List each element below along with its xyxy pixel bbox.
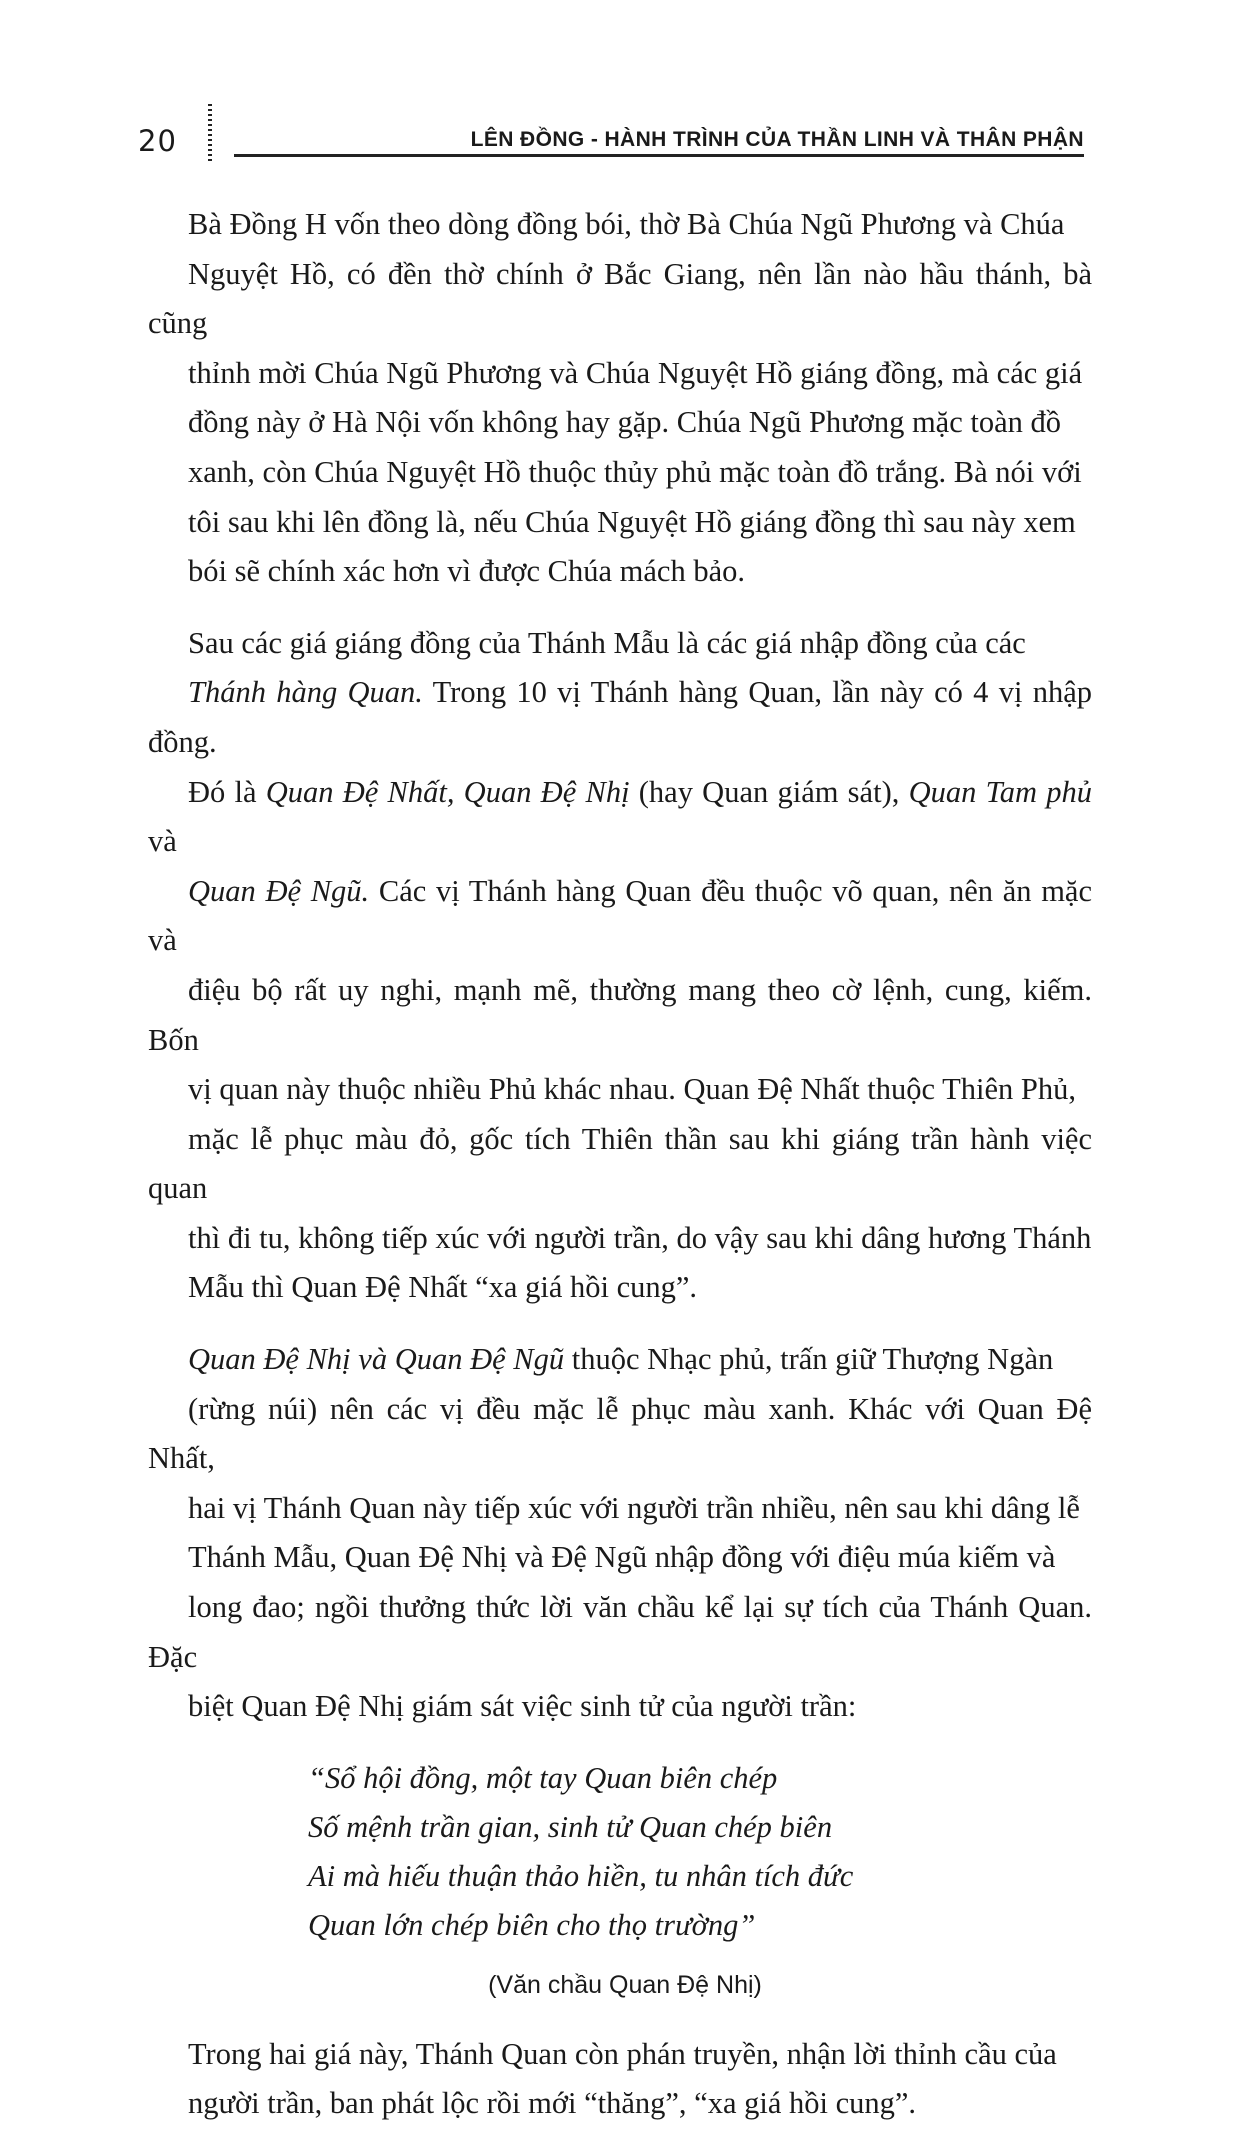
text-line: thì đi tu, không tiếp xúc với người trần, do vậy sau khi dâng hương Thánh [188, 1220, 1092, 1255]
page-body [148, 200, 1092, 2129]
page-header [0, 0, 1260, 170]
verse-line: Số mệnh trần gian, sinh tử Quan chép biên [308, 1809, 833, 1844]
verse-line: Ai mà hiếu thuận thảo hiền, tu nhân tích đức [308, 1858, 854, 1893]
text-run: (hay Quan giám sát), [629, 774, 909, 809]
paragraph-1 [148, 200, 1092, 597]
text-run: Trong 10 vị Thánh hàng Quan, lần này có 4 vị nhập đồng. [148, 675, 1092, 759]
text-line: điệu bộ rất uy nghi, mạnh mẽ, thường mang theo cờ lệnh, cung, kiếm. Bốn [148, 972, 1092, 1057]
text-line: bói sẽ chính xác hơn vì được Chúa mách bảo. [188, 554, 745, 589]
text-line [148, 668, 1092, 767]
page-number: 20 [138, 124, 177, 158]
verse-line: Quan lớn chép biên cho thọ trường” [308, 1907, 756, 1942]
text-run: Đó là [188, 774, 266, 809]
text-line [148, 1335, 1092, 1385]
text-line: vị quan này thuộc nhiều Phủ khác nhau. Quan Đệ Nhất thuộc Thiên Phủ, [188, 1072, 1076, 1107]
italic-term: Thánh hàng Quan. [188, 675, 423, 710]
text-line: Bà Đồng H vốn theo dòng đồng bói, thờ Bà Chúa Ngũ Phương và Chúa [188, 207, 1065, 241]
text-run: và [148, 824, 177, 859]
text-line: biệt Quan Đệ Nhị giám sát việc sinh tử của người trần: [188, 1689, 857, 1724]
text-line: tôi sau khi lên đồng là, nếu Chúa Nguyệt Hồ giáng đồng thì sau này xem [188, 504, 1076, 539]
header-ornament [208, 104, 212, 164]
verse-attribution: (Văn chầu Quan Đệ Nhị) [488, 1970, 762, 1999]
text-line: người trần, ban phát lộc rồi mới “thăng”, “xa giá hồi cung”. [188, 2086, 917, 2121]
text-line: Thánh Mẫu, Quan Đệ Nhị và Đệ Ngũ nhập đồng với điệu múa kiếm và [188, 1540, 1056, 1575]
text-line [148, 867, 1092, 966]
text-line: xanh, còn Chúa Nguyệt Hồ thuộc thủy phủ mặc toàn đồ trắng. Bà nói với [188, 454, 1082, 489]
verse-block [308, 1754, 1092, 1950]
italic-term: Quan Đệ Nhất, Quan Đệ Nhị [265, 774, 630, 809]
running-title: LÊN ĐỒNG - HÀNH TRÌNH CỦA THẦN LINH VÀ THÂN PHẬN [470, 128, 1084, 151]
text-run: thuộc Nhạc phủ, trấn giữ Thượng Ngàn [564, 1342, 1054, 1377]
text-line: Nguyệt Hồ, có đền thờ chính ở Bắc Giang, nên lần nào hầu thánh, bà cũng [148, 256, 1092, 341]
paragraph-3 [148, 1335, 1092, 1732]
text-line: đồng này ở Hà Nội vốn không hay gặp. Chúa Ngũ Phương mặc toàn đồ [188, 405, 1062, 440]
text-line: mặc lễ phục màu đỏ, gốc tích Thiên thần sau khi giáng trần hành việc quan [148, 1121, 1092, 1206]
text-line [148, 768, 1092, 867]
paragraph-4 [148, 2030, 1092, 2129]
text-line: Mẫu thì Quan Đệ Nhất “xa giá hồi cung”. [188, 1270, 698, 1305]
italic-term: Quan Đệ Ngũ. [188, 873, 370, 908]
header-rule [234, 154, 1084, 157]
text-line: hai vị Thánh Quan này tiếp xúc với người trần nhiều, nên sau khi dâng lễ [188, 1490, 1080, 1525]
verse-line: “Sổ hội đồng, một tay Quan biên chép [308, 1760, 778, 1795]
italic-term: Quan Tam phủ [908, 774, 1092, 809]
text-line: Sau các giá giáng đồng của Thánh Mẫu là các giá nhập đồng của các [188, 625, 1026, 660]
text-run: Các vị Thánh hàng Quan đều thuộc võ quan, nên ăn mặc và [148, 873, 1092, 958]
text-line: long đao; ngồi thưởng thức lời văn chầu kể lại sự tích của Thánh Quan. Đặc [148, 1590, 1092, 1674]
text-line: Trong hai giá này, Thánh Quan còn phán truyền, nhận lời thỉnh cầu của [188, 2036, 1057, 2071]
text-line: thỉnh mời Chúa Ngũ Phương và Chúa Nguyệt Hồ giáng đồng, mà các giá [188, 355, 1083, 390]
text-line: (rừng núi) nên các vị đều mặc lễ phục màu xanh. Khác với Quan Đệ Nhất, [148, 1391, 1092, 1476]
paragraph-2 [148, 619, 1092, 1313]
italic-term: Quan Đệ Nhị và Quan Đệ Ngũ [188, 1342, 565, 1377]
